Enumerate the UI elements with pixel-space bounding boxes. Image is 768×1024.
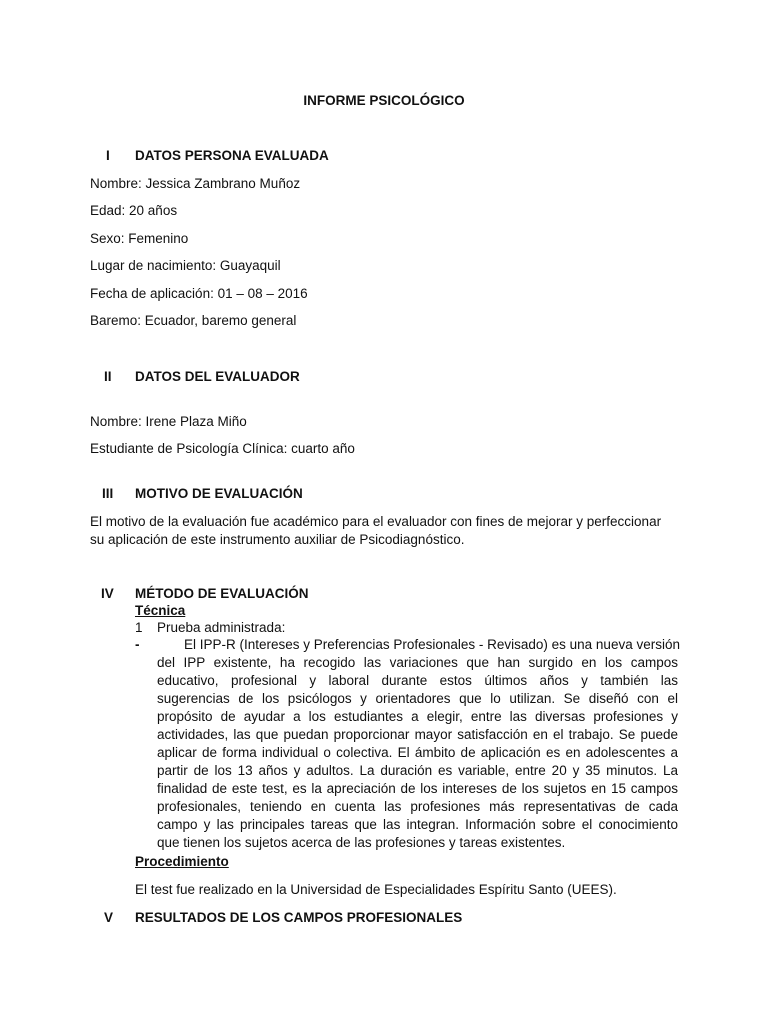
- evaluator-role: Estudiante de Psicología Clínica: cuarto año: [90, 441, 355, 456]
- ipp-line-2: del IPP existente, ha recogido las variaciones que han surgido en los campos: [157, 655, 678, 670]
- section-3-number: III: [102, 486, 114, 501]
- item-number: 1: [135, 620, 143, 635]
- ipp-line-11: campo y las principales tareas que las integran. Información sobre el conocimiento: [157, 817, 678, 832]
- ipp-line-1: El IPP-R (Intereses y Preferencias Profesionales - Revisado) es una nueva versión: [184, 637, 680, 652]
- item-text: Prueba administrada:: [157, 620, 286, 635]
- section-1-heading: DATOS PERSONA EVALUADA: [135, 148, 329, 163]
- section-5-heading: RESULTADOS DE LOS CAMPOS PROFESIONALES: [135, 910, 463, 925]
- ipp-line-12: que tienen los sujetos acerca de las profesiones y tareas existentes.: [157, 835, 566, 850]
- procedimiento-subheading: Procedimiento: [135, 854, 229, 869]
- section-4-number: IV: [101, 586, 114, 601]
- ipp-line-5: propósito de ayudar a los estudiantes a elegir, entre las diversas profesiones y: [157, 709, 678, 724]
- bullet-dash: -: [135, 637, 140, 652]
- evaluee-sex: Sexo: Femenino: [90, 231, 189, 246]
- evaluee-age: Edad: 20 años: [90, 203, 178, 218]
- evaluee-birthplace: Lugar de nacimiento: Guayaquil: [90, 258, 281, 273]
- ipp-line-7: aplicar de forma individual o colectiva. El ámbito de aplicación es en adolescentes a: [157, 745, 678, 760]
- document-title: INFORME PSICOLÓGICO: [303, 93, 465, 108]
- section-1-number: I: [106, 148, 110, 163]
- section-5-number: V: [104, 910, 114, 925]
- procedimiento-text: El test fue realizado en la Universidad de Especialidades Espíritu Santo (UEES).: [135, 882, 617, 897]
- ipp-line-10: profesionales, teniendo en cuenta las profesiones más representativas de cada: [157, 799, 678, 814]
- section-2-heading: DATOS DEL EVALUADOR: [135, 369, 300, 384]
- motivo-line-1: El motivo de la evaluación fue académico para el evaluador con fines de mejorar y perfeccionar: [90, 514, 662, 529]
- tecnica-subheading: Técnica: [135, 603, 186, 618]
- ipp-description: [157, 636, 678, 852]
- ipp-line-4: sugerencias de los psicólogos y orientadores que lo utilizan. Se diseñó con el: [157, 691, 678, 706]
- motivo-line-2: su aplicación de este instrumento auxiliar de Psicodiagnóstico.: [90, 532, 465, 547]
- baremo: Baremo: Ecuador, baremo general: [90, 313, 297, 328]
- ipp-line-9: finalidad de este test, es la apreciación de los intereses de los sujetos en 15 campos: [157, 781, 678, 796]
- evaluator-name: Nombre: Irene Plaza Miño: [90, 414, 247, 429]
- section-3-heading: MOTIVO DE EVALUACIÓN: [135, 486, 303, 501]
- ipp-line-8: partir de los 13 años y adultos. La duración es variable, entre 20 y 35 minutos. La: [157, 763, 678, 778]
- section-4-heading: MÉTODO DE EVALUACIÓN: [135, 586, 309, 601]
- evaluee-name: Nombre: Jessica Zambrano Muñoz: [90, 176, 301, 191]
- section-2-number: II: [104, 369, 112, 384]
- ipp-line-6: actividades, las que puedan proporcionar mayor satisfacción en el trabajo. Se puede: [157, 727, 678, 742]
- ipp-line-3: educativo, profesional y laboral durante estos últimos años y también las: [157, 673, 678, 688]
- application-date: Fecha de aplicación: 01 – 08 – 2016: [90, 286, 308, 301]
